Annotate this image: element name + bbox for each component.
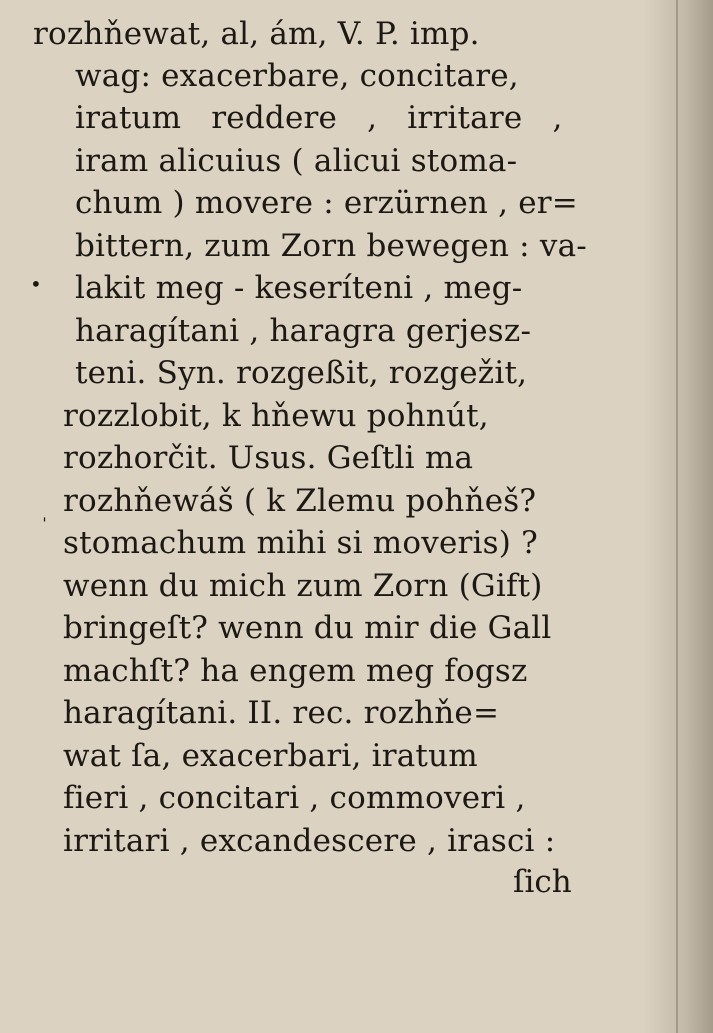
text-line-13: stomachum mihi si moveris) ? [63, 525, 538, 561]
margin-bullet-mark: • [30, 272, 42, 296]
text-line-16: machſt? ha engem meg fogsz [63, 653, 528, 689]
margin-tick-mark: ˈ [42, 515, 47, 536]
text-line-18: wat ſa, exacerbari, iratum [63, 738, 478, 774]
text-line-12: rozhňewáš ( k Zlemu pohňeš? [63, 483, 537, 519]
text-line-6: bittern, zum Zorn bewegen : va- [75, 228, 587, 264]
text-line-3: iratum reddere , irritare , [75, 100, 563, 136]
text-line-2: wag: exacerbare, concitare, [75, 58, 519, 94]
text-line-10: rozzlobit, k hňewu pohnút, [63, 398, 489, 434]
catchword: ſich [513, 864, 572, 900]
text-line-5: chum ) movere : erzürnen , er= [75, 185, 578, 221]
text-line-20: irritari , excandescere , irasci : [63, 823, 556, 859]
text-line-8: haragítani , haragra gerjesz- [75, 313, 532, 349]
text-line-4: iram alicuius ( alicui stoma- [75, 143, 518, 179]
text-line-19: fieri , concitari , commoveri , [63, 780, 526, 816]
text-line-7: lakit meg - keseríteni , meg- [75, 270, 523, 306]
text-line-15: bringeſt? wenn du mir die Gall [63, 610, 552, 646]
text-line-14: wenn du mich zum Zorn (Gift) [63, 568, 543, 604]
text-line-17: haragítani. II. rec. rozhňe= [63, 695, 500, 731]
text-line-9: teni. Syn. rozgeßit, rozgežit, [75, 355, 528, 391]
text-line-11: rozhorčit. Usus. Geſtli ma [63, 440, 474, 476]
text-line-1: rozhňewat, al, ám, V. P. imp. [33, 16, 480, 52]
